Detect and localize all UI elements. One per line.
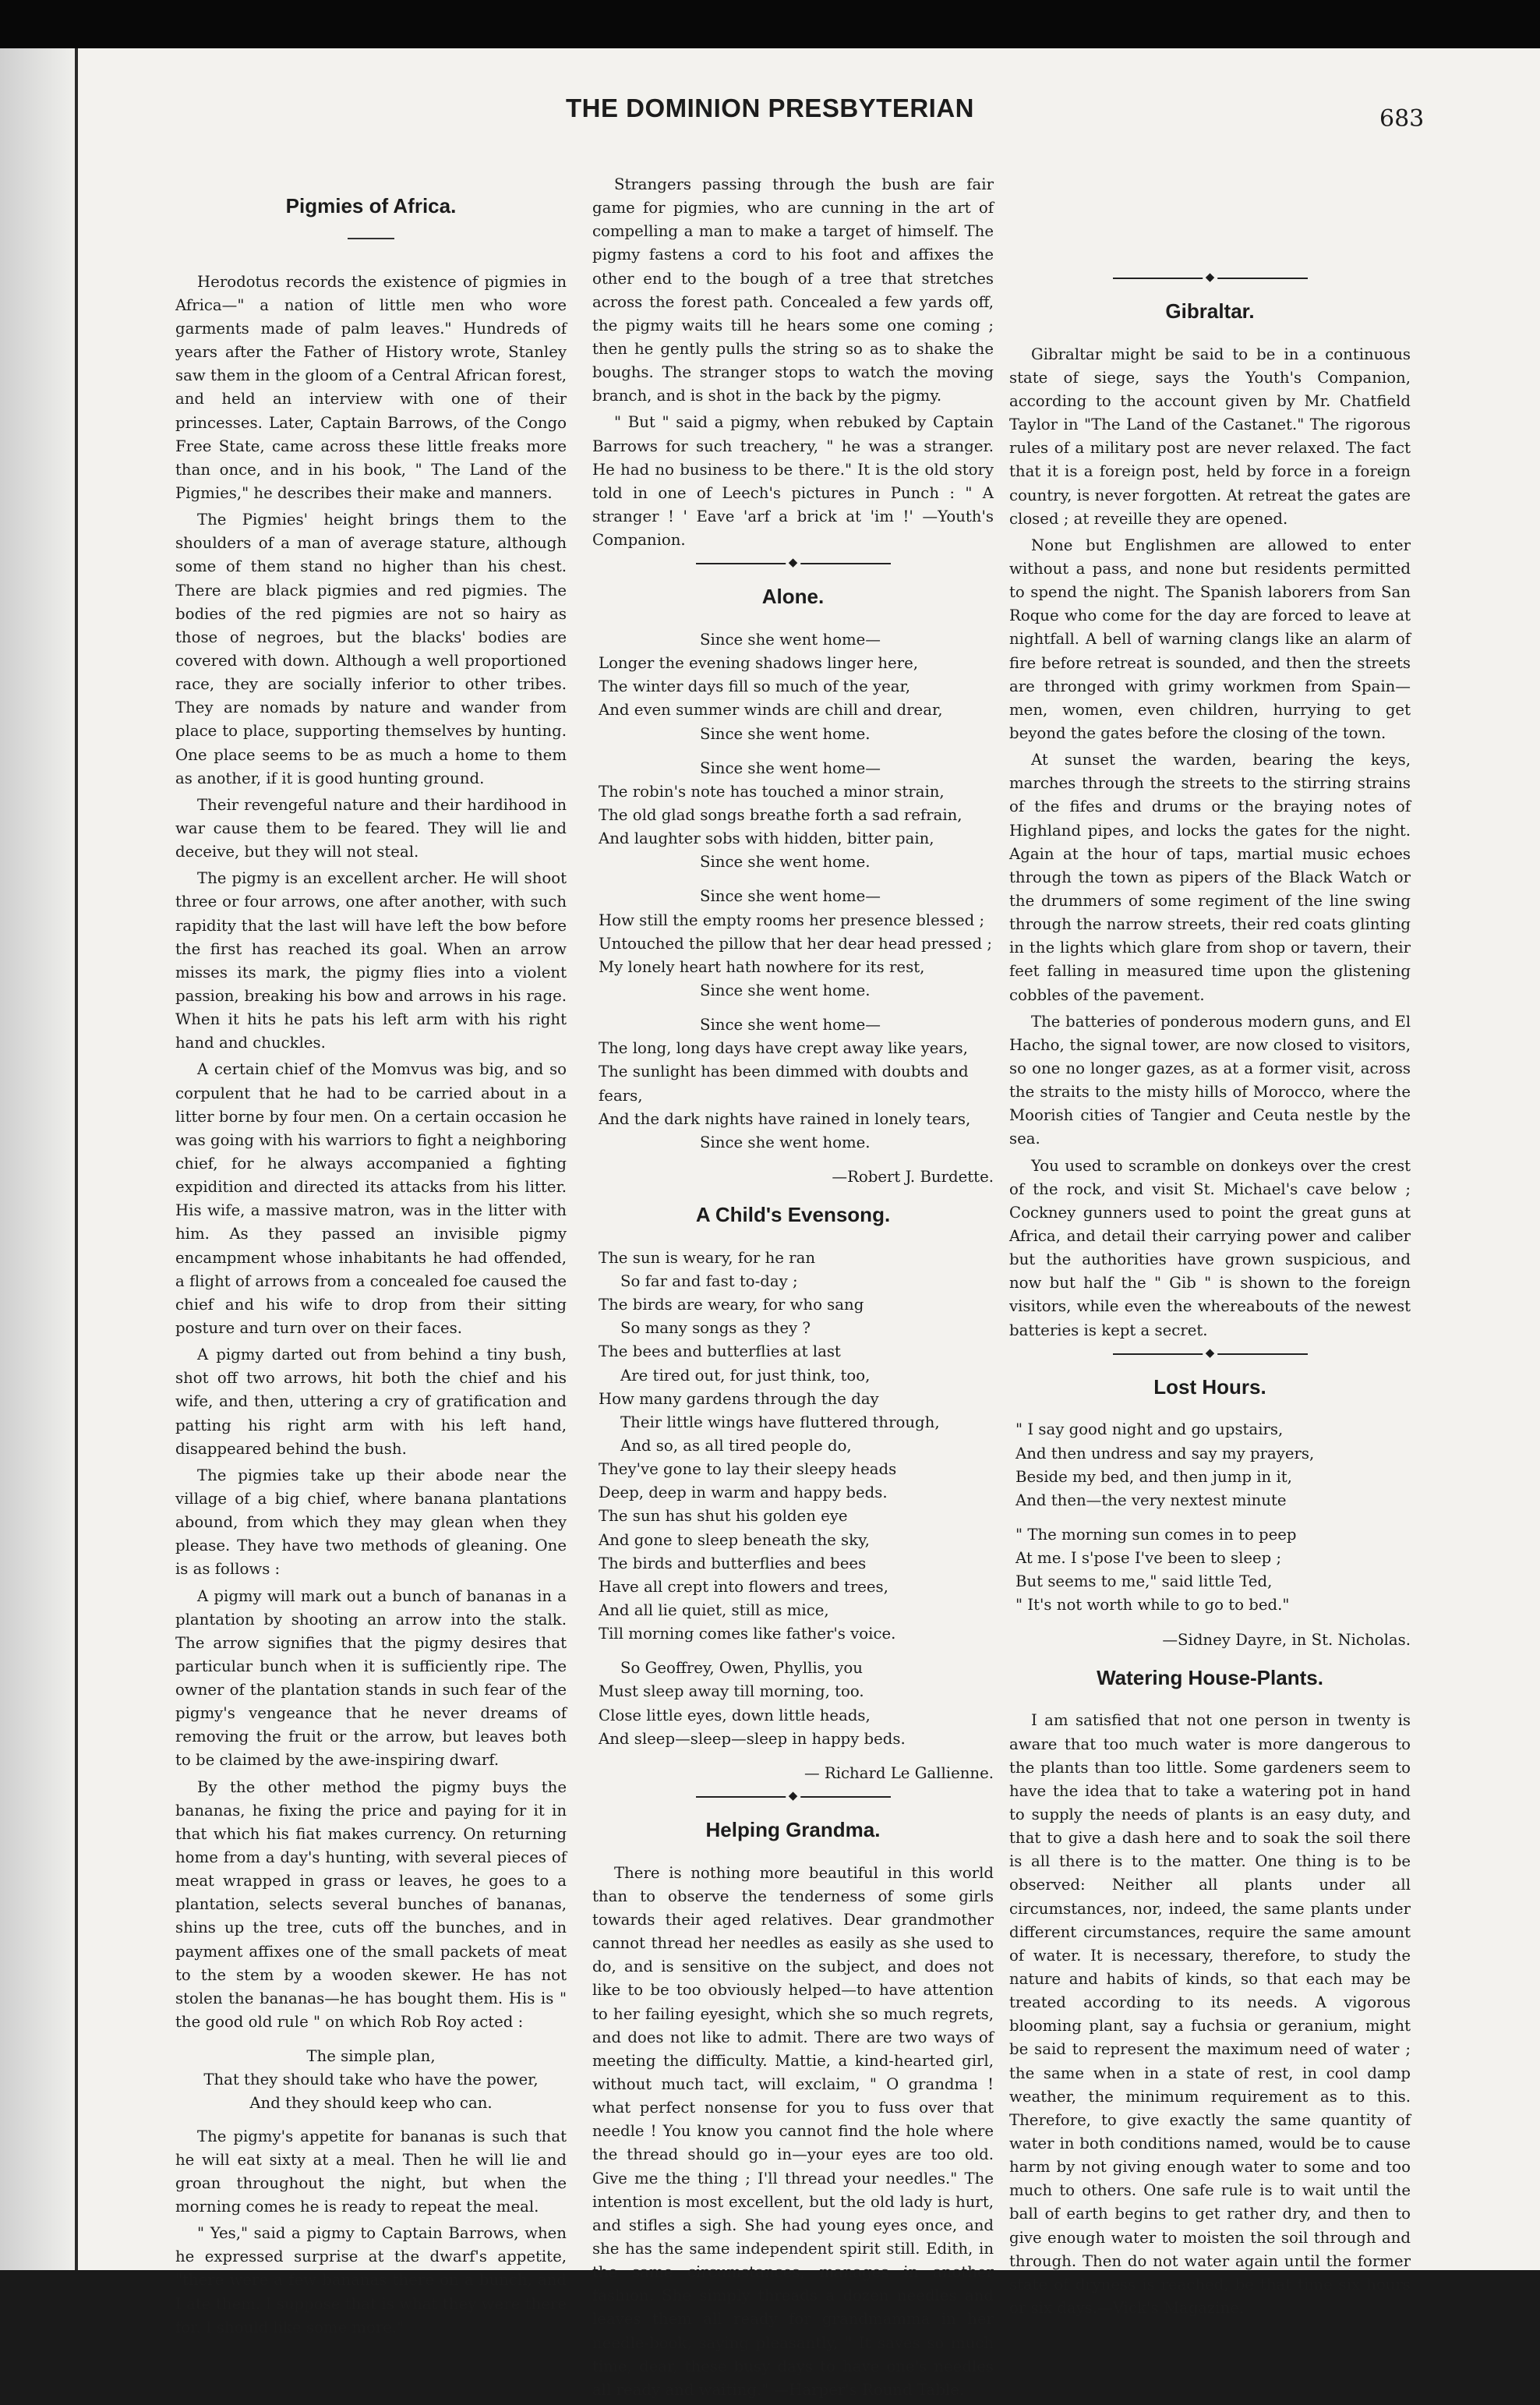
poem-line: Till morning comes like father's voice. <box>599 1625 896 1643</box>
poem-line: Beside my bed, and then jump in it, <box>1015 1467 1292 1486</box>
poem-line: The old glad songs breathe forth a sad refrain, <box>599 806 962 824</box>
poem-line: " I say good night and go upstairs, <box>1015 1420 1284 1439</box>
pigmies-paragraph: The pigmies take up their abode near the village of a big chief, where banana plantations abound, from which they may glean when they please. They have two methods of gleaning. One is as follows : <box>175 1466 567 1579</box>
poem-line: " The morning sun comes in to peep <box>1015 1526 1297 1544</box>
poem-line: The sunlight has been dimmed with doubts and fears, <box>599 1063 969 1105</box>
poem-line: Have all crept into flowers and trees, <box>599 1577 888 1596</box>
poem-line: Since she went home. <box>700 1133 871 1151</box>
poem-line: Deep, deep in warm and happy beds. <box>599 1484 888 1502</box>
article-title-gibraltar: Gibraltar. <box>1165 299 1255 323</box>
pigmies-paragraph: The pigmy's appetite for bananas is such that he will eat sixty at a meal. Then he will lie and groan throughout the night, but when the morning comes he is ready to repeat the meal. <box>175 2127 567 2216</box>
poem-line: And all lie quiet, still as mice, <box>599 1600 829 1619</box>
section-divider <box>1113 1353 1308 1355</box>
poem-stanza <box>599 885 994 1003</box>
verse-line: That they should take who have the power, <box>203 2071 539 2089</box>
poem-title-lost-hours: Lost Hours. <box>1153 1374 1266 1399</box>
gibraltar-paragraph: At sunset the warden, bearing the keys, marches through the streets to the stirring strains of the fifes and drums or the braying notes of Highland pipes, and locks the gates for the night. Again at the hour of taps, martial music echoes through the town as pipers of the Black Watch or the drummers of some regiment of the line swing through the narrow streets, their red coats glinting in the lights which glare from shop or tavern, their feet falling in measured time upon the glistening cobbles of the pavement. <box>1009 751 1411 1004</box>
poem-stanza <box>599 628 994 746</box>
poem-line: The long, long days have crept away like years, <box>599 1039 968 1058</box>
poem-attribution: — Richard Le Gallienne. <box>804 1763 994 1782</box>
gibraltar-paragraph: None but Englishmen are allowed to enter without a pass, and none but residents permitted to spend the night. The Spanish laborers from San Roque who come for the day are forced to leave at nightfall. A bell of warning clangs like an alarm of fire before retreat is sounded, and then the streets are thronged with grimy workmen from Spain—men, women, even children, hurrying to get beyond the gates before the closing of the town. <box>1009 536 1411 743</box>
poem-stanza <box>1015 1418 1411 1512</box>
page-left-margin <box>0 48 75 2270</box>
poem-stanza <box>599 757 994 875</box>
poem-title-alone: Alone. <box>761 585 825 609</box>
gibraltar-paragraph: You used to scramble on donkeys over the crest of the rock, and visit St. Michael's cave below ; Cockney gunners used to point the great guns at Africa, and detail their carrying power and caliber but the authorities have grown suspicious, and now but half the " Gib " is shown to the foreign visitors, while even the whereabouts of the newest batteries is kept a secret. <box>1009 1156 1411 1339</box>
column-1 <box>175 191 567 2343</box>
page-binding-edge <box>75 48 78 2270</box>
poem-line: They've gone to lay their sleepy heads <box>599 1460 897 1479</box>
poem-line: And sleep—sleep—sleep in happy beds. <box>599 1729 906 1748</box>
poem-line: Since she went home— <box>700 887 881 906</box>
poem-line: The birds are weary, for who sang <box>599 1296 864 1314</box>
article-title-pigmies: Pigmies of Africa. <box>285 194 457 218</box>
poem-line: Since she went home. <box>700 853 871 872</box>
poem-line: Since she went home— <box>700 759 881 777</box>
poem-lost-hours <box>1009 1418 1411 1617</box>
verse-line: And they should keep who can. <box>249 2094 493 2113</box>
poem-line: Since she went home. <box>700 724 871 743</box>
article-title-grandma: Helping Grandma. <box>705 1817 881 1841</box>
poem-line: And then—the very nextest minute <box>1015 1491 1287 1509</box>
poem-line: Are tired out, for just think, too, <box>620 1366 871 1385</box>
poem-attribution: —Robert J. Burdette. <box>832 1167 994 1186</box>
article-title-house-plants: Watering House-Plants. <box>1097 1665 1323 1689</box>
poem-line: And even summer winds are chill and drear, <box>599 701 943 720</box>
poem-line: Since she went home— <box>700 1016 881 1035</box>
poem-stanza <box>599 1247 994 1646</box>
houseplants-paragraph: I am satisfied that not one person in twenty is aware that too much water is more dangerous to the plants than too little. Some gardeners seem to have the idea that to take a watering pot in hand to supply the needs of plants is an easy duty, and that to give a dash here and to soak the soil there is all there is to the matter. One thing is to be observed: Neither all plants under all circumstances, nor, indeed, the same plants under different circumstances, require the same amount of water. It is necessary, therefore, to study the nature and habits of kinds, so that each may be treated according to its needs. A vigorous blooming plant, say a fuchsia or geranium, might be said to represent the maximum need of water ; the same when in a state of rest, in cool damp weather, the minimum requirement as to this. Therefore, to give exactly the same quantity of water in both conditions named, would be to cause harm by not giving enough water to some and too much to others. One safe rule is to wait until the ball of earth begins to get rather dry, and then to give enough water to moisten the soil through and through. Then do not water again until the former state of dryness is reached, be that time six hours or six days.—Vick's Magazine. <box>1009 1711 1411 2317</box>
poem-line: And laughter sobs with hidden, bitter pain, <box>599 829 934 848</box>
pigmies-paragraph: The Pigmies' height brings them to the shoulders of a man of average stature, although some of them stand no higher than his chest. There are black pigmies and red pigmies. The bodies of the red pigmies are not so hairy as those of negroes, but the blacks' bodies are covered with down. Although a well proportioned race, they are socially inferior to other tribes. They are nomads by nature and wander from place to place, supporting themselves by hunting. One place seems to be as much a home to them as another, if it is good hunting ground. <box>175 511 567 787</box>
masthead: THE DOMINION PRESBYTERIAN <box>565 94 975 122</box>
poem-line: The birds and butterflies and bees <box>599 1554 867 1572</box>
poem-line: And then undress and say my prayers, <box>1015 1444 1315 1462</box>
poem-title-evensong: A Child's Evensong. <box>695 1203 891 1227</box>
pigmies-paragraph: A pigmy darted out from behind a tiny bush, shot off two arrows, hit both the chief and his wife, and then, uttering a cry of gratification and patting his right arm with his left hand, disappeared behind the bush. <box>175 1346 567 1458</box>
poem-line: Must sleep away till morning, too. <box>599 1682 864 1701</box>
poem-line: The robin's note has touched a minor strain, <box>599 782 945 801</box>
poem-line: My lonely heart hath nowhere for its rest, <box>599 957 925 976</box>
poem-stanza <box>1015 1523 1411 1618</box>
pigmies-paragraph: By the other method the pigmy buys the bananas, he fixing the price and paying for it in that which his fiat makes currency. On returning home from a day's hunting, with several pieces of meat wrapped in grass or leaves, he goes to a plantation, selects several bunches of bananas, shins up the tree, cuts off the bunches, and in payment affixes one of the small packets of meat to the stem by a wooden skewer. He has not stolen the bananas—he has bought them. His is " the good old rule " on which Rob Roy acted : <box>175 1777 567 2032</box>
title-rule <box>348 238 394 239</box>
pigmies-paragraph: Their revengeful nature and their hardihood in war cause them to be feared. They will lie and deceive, but they will not steal. <box>175 795 567 861</box>
poem-line: Close little eyes, down little heads, <box>599 1706 871 1724</box>
grandma-continued-space <box>1009 173 1411 267</box>
pigmies-paragraph: The pigmy is an excellent archer. He will shoot three or four arrows, one after another, with such rapidity that the last will have left the bow before the first has reached its goal. When an arrow misses its mark, the pigmy flies into a violent passion, breaking his bow and arrows in his rage. When it hits he pats his left arm with his right hand and chuckles. <box>175 869 567 1052</box>
poem-evensong <box>592 1247 994 1751</box>
column-3 <box>1009 173 1411 2323</box>
pigmies-paragraph: " Yes," said a pigmy to Captain Barrows, when he expressed surprise at the dwarf's appetite, "there were a few bananas there on a bunch, and I ate them. I suppose that is what they were there for. I should like some more." <box>175 2224 567 2336</box>
poem-stanza <box>599 1657 994 1751</box>
pigmies-paragraph: A pigmy will mark out a bunch of bananas in a plantation by shooting an arrow into the stalk. The arrow signifies that the pigmy desires that particular bunch when it is sufficiently ripe. The owner of the plantation stands in such fear of the pigmy's vengeance that he never dreams of removing the fruit or the arrow, but leaves both to be claimed by the awe-inspiring dwarf. <box>175 1586 567 1770</box>
poem-line: And gone to sleep beneath the sky, <box>599 1530 870 1549</box>
gibraltar-paragraph: Gibraltar might be said to be in a continuous state of siege, says the Youth's Companion, according to the account given by Mr. Chatfield Taylor in "The Land of the Castanet." The rigorous rules of a military post are never relaxed. The fact that it is a foreign post, held by force in a foreign country, is never forgotten. At retreat the gates are closed ; at reveille they are opened. <box>1009 345 1411 528</box>
poem-attribution: —Sidney Dayre, in St. Nicholas. <box>1162 1630 1411 1649</box>
poem-line: At me. I s'pose I've been to sleep ; <box>1015 1549 1282 1568</box>
section-divider <box>1113 278 1308 279</box>
poem-line: So far and fast to-day ; <box>620 1272 798 1291</box>
poem-line: But seems to me," said little Ted, <box>1015 1572 1273 1591</box>
poem-line: The sun has shut his golden eye <box>599 1507 848 1526</box>
pigmies-paragraph: Strangers passing through the bush are fair game for pigmies, who are cunning in the art of compelling a man to make a target of himself. The pigmy fastens a cord to his foot and affixes the other end to the bough of a tree that stretches across the forest path. Concealed a few yards off, the pigmy waits till he hears some one coming ; then he gently pulls the string so as to shake the boughs. The stranger stops to watch the moving branch, and is shot in the back by the pigmy. <box>592 175 994 405</box>
section-divider <box>696 1796 891 1798</box>
page-number: 683 <box>1379 105 1425 133</box>
poem-line: So Geoffrey, Owen, Phyllis, you <box>620 1659 863 1678</box>
poem-line: And the dark nights have rained in lonely tears, <box>599 1109 971 1128</box>
poem-line: Untouched the pillow that her dear head pressed ; <box>599 934 992 953</box>
poem-line: Longer the evening shadows linger here, <box>599 654 919 673</box>
poem-line: Since she went home. <box>700 981 871 999</box>
poem-line: How many gardens through the day <box>599 1389 879 1408</box>
pigmies-paragraph: Herodotus records the existence of pigmies in Africa—" a nation of little men who wore garments made of palm leaves." Hundreds of years after the Father of History wrote, Stanley saw them in the gloom of a Central African forest, and held an interview with one of their princesses. Later, Captain Barrows, of the Congo Free State, came across these little freaks more than once, and in his book, " The Land of the Pigmies," he describes their make and manners. <box>175 272 567 503</box>
poem-alone <box>592 628 994 1155</box>
pigmies-paragraph: " But " said a pigmy, when rebuked by Captain Barrows for such treachery, " he was a stranger. He had no business to be there." It is the old story told in one of Leech's pictures in Punch : " A stranger ! ' Eave 'arf a brick at 'im !' —Youth's Companion. <box>592 413 994 550</box>
pigmies-paragraph: A certain chief of the Momvus was big, and so corpulent that he had to be carried about in a litter borne by four men. On a certain occasion he was going with his warriors to fight a neighboring chief, for he always accompanied a fighting expidition and directed its attacks from his litter. His wife, a massive matron, was in the litter with him. As they passed an invisible pigmy encampment whose inhabitants he had offended, a flight of arrows from a concealed foe caused the chief and his wife to drop from their sitting posture and turn over on their faces. <box>175 1060 567 1337</box>
poem-line: The sun is weary, for he ran <box>599 1248 815 1267</box>
section-divider <box>696 563 891 564</box>
poem-line: Since she went home— <box>700 631 881 649</box>
poem-line: And so, as all tired people do, <box>620 1437 852 1455</box>
poem-line: " It's not worth while to go to bed." <box>1015 1596 1290 1615</box>
poem-line: So many songs as they ? <box>620 1319 811 1338</box>
poem-line: How still the empty rooms her presence blessed ; <box>599 911 985 929</box>
poem-stanza <box>599 1013 994 1155</box>
poem-line: The winter days fill so much of the year, <box>599 677 911 696</box>
grandma-paragraph: There is nothing more beautiful in this world than to observe the tenderness of some girls towards their aged relatives. Dear grandmother cannot thread her needles as easily as she used to do, and is sensitive on the subject, and does not like to be too obviously helped—to have attention to her failing eyesight, which she so much regrets, and does not like to admit. There are two ways of meeting the difficulty. Mattie, a kind-hearted girl, without much tact, will exclaim, " O grandma ! what perfect nonsense for you to fuss over that needle ! You know you cannot find the hole where the thread should go in—your eyes are too old. Give me the thing ; I'll thread your needles." The intention is most excellent, but the old lady is hurt, and stifles a sigh. She had young eyes once, and she has the same independent spirit still. Edith, in the same circumstances, manages in another fashion. She simply threads a dozen needles and leaves them all ready for grandmamma in her needle-book, saying pleasantly, " It saves so much time, dear, these busy days to have one's needles all ready and waiting." —Harper's Round Table. <box>592 1863 994 2399</box>
gibraltar-paragraph: The batteries of ponderous modern guns, and El Hacho, the signal tower, are now closed to visitors, so one no longer gazes, as at a former visit, across the straits to the misty hills of Morocco, where the Moorish cities of Tangier and Ceuta nestle by the sea. <box>1009 1012 1411 1148</box>
scan-top-border <box>0 0 1540 48</box>
verse-line: The simple plan, <box>306 2047 436 2066</box>
column-2 <box>592 173 994 2405</box>
rob-roy-verse <box>175 2045 567 2115</box>
poem-line: The bees and butterflies at last <box>599 1342 841 1361</box>
poem-line: Their little wings have fluttered through, <box>620 1413 940 1431</box>
